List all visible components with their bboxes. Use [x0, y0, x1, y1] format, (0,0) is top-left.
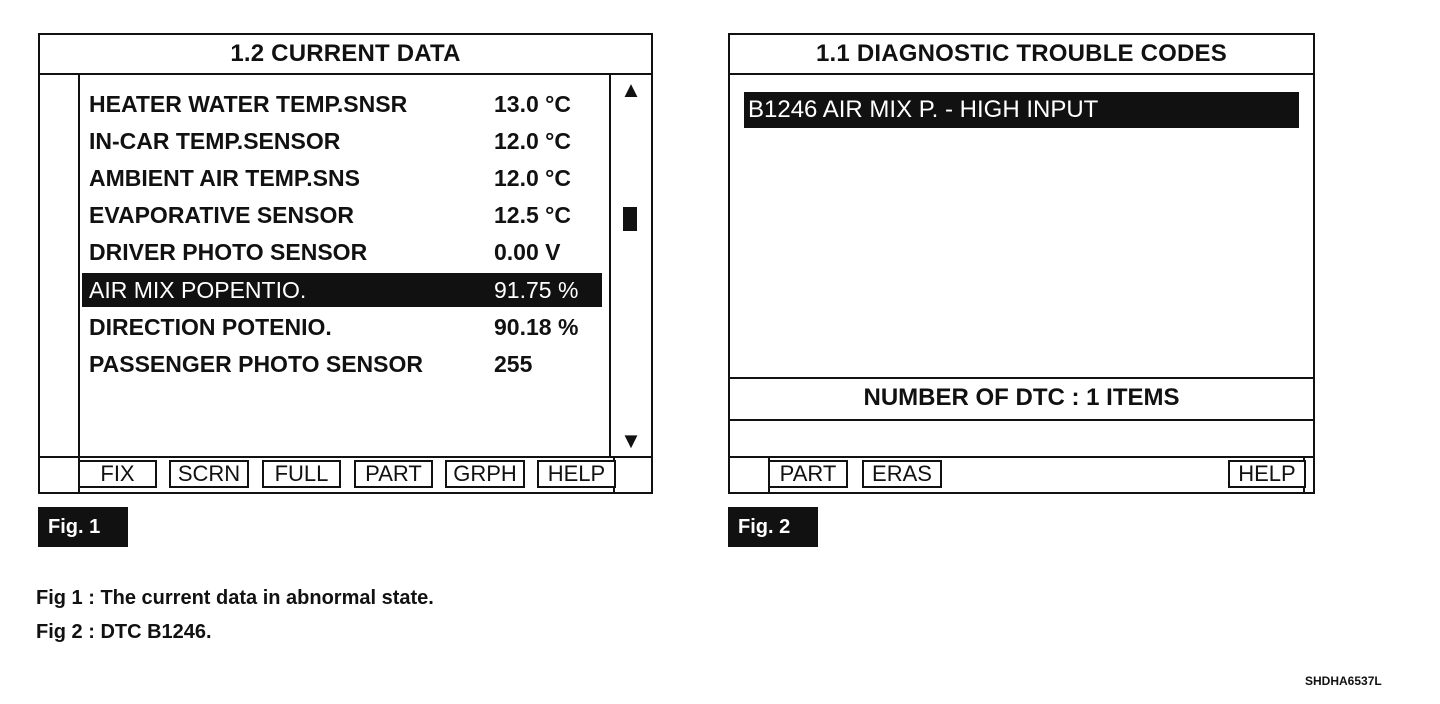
data-row[interactable] — [82, 273, 602, 307]
data-row-label: HEATER WATER TEMP.SNSR — [89, 90, 408, 117]
part-button[interactable]: PART — [354, 460, 433, 488]
figure-2-tag: Fig. 2 — [728, 507, 818, 547]
data-row-value: 12.0 °C — [494, 127, 571, 154]
data-row-value: 13.0 °C — [494, 90, 571, 117]
data-row-value: 12.0 °C — [494, 164, 571, 191]
data-row-label: EVAPORATIVE SENSOR — [89, 202, 354, 229]
data-row-label: DIRECTION POTENIO. — [89, 313, 332, 340]
data-row-value: 255 — [494, 350, 533, 377]
graph-button[interactable]: GRPH — [445, 460, 525, 488]
data-row-value: 90.18 % — [494, 313, 579, 340]
image-reference-code: SHDHA6537L — [1305, 674, 1382, 688]
scroll-down-arrow-icon[interactable]: ▼ — [620, 428, 642, 453]
dtc-function-key-bar — [730, 456, 1313, 492]
dtc-count-label: NUMBER OF DTC : 1 ITEMS — [863, 384, 1180, 411]
data-row[interactable] — [82, 347, 602, 381]
dtc-list-item[interactable]: B1246 AIR MIX P. - HIGH INPUT — [744, 92, 1299, 128]
fix-button[interactable]: FIX — [78, 460, 157, 488]
function-key-bar — [40, 456, 651, 492]
full-button[interactable]: FULL — [262, 460, 341, 488]
current-data-screen — [38, 33, 653, 494]
dtc-part-button[interactable]: PART — [768, 460, 848, 488]
scroll-up-arrow-icon[interactable]: ▲ — [620, 77, 642, 102]
caption-fig-1: Fig 1 : The current data in abnormal state. — [36, 587, 434, 609]
help-button[interactable]: HELP — [537, 460, 616, 488]
current-data-title: 1.2 CURRENT DATA — [40, 35, 651, 75]
data-row-value: 12.5 °C — [494, 202, 571, 229]
data-row[interactable] — [82, 87, 602, 121]
erase-button[interactable]: ERAS — [862, 460, 942, 488]
data-row[interactable] — [82, 161, 602, 195]
data-row-label: PASSENGER PHOTO SENSOR — [89, 350, 423, 377]
scrollbar[interactable] — [609, 73, 651, 458]
data-row[interactable] — [82, 236, 602, 270]
dtc-help-button[interactable]: HELP — [1228, 460, 1306, 488]
data-row-value: 91.75 % — [494, 276, 579, 303]
summary-bottom-divider — [730, 419, 1313, 421]
data-row[interactable] — [82, 310, 602, 344]
data-row-label: DRIVER PHOTO SENSOR — [89, 239, 368, 266]
data-row-label: AMBIENT AIR TEMP.SNS — [89, 164, 360, 191]
data-row-label: AIR MIX POPENTIO. — [89, 276, 307, 303]
scroll-thumb[interactable] — [623, 207, 637, 231]
dtc-screen — [728, 33, 1315, 494]
data-row[interactable] — [82, 199, 602, 233]
data-row[interactable] — [82, 124, 602, 158]
dtc-title: 1.1 DIAGNOSTIC TROUBLE CODES — [730, 35, 1313, 75]
left-margin-column — [40, 73, 80, 458]
figure-1-tag: Fig. 1 — [38, 507, 128, 547]
screen-button[interactable]: SCRN — [169, 460, 249, 488]
data-row-value: 0.00 V — [494, 239, 561, 266]
caption-fig-2: Fig 2 : DTC B1246. — [36, 621, 212, 643]
data-row-label: IN-CAR TEMP.SENSOR — [89, 127, 341, 154]
